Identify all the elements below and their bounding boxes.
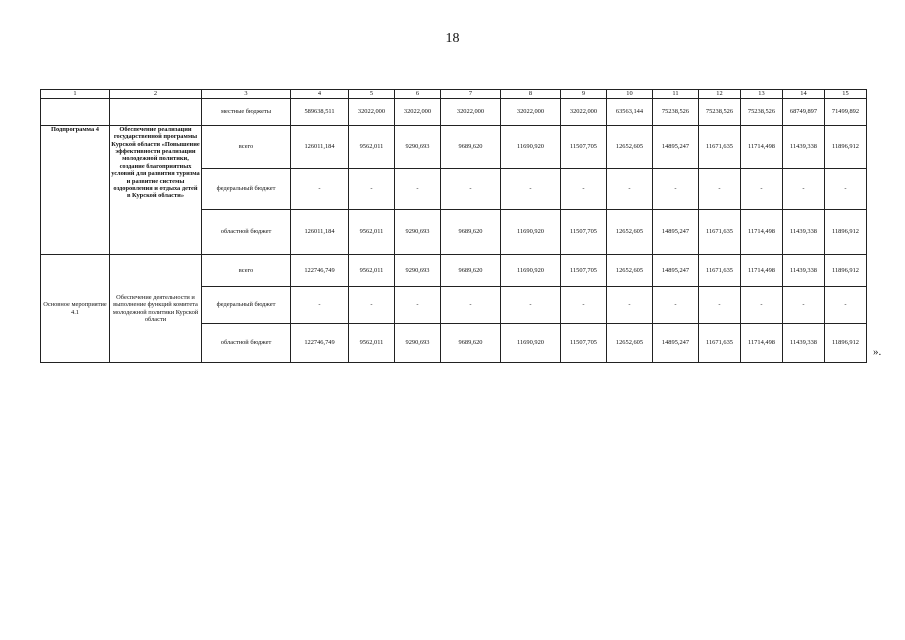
value-cell: 11439,338 bbox=[783, 255, 825, 287]
value-cell: - bbox=[825, 287, 867, 324]
funding-source-label: местные бюджеты bbox=[202, 99, 291, 126]
value-cell: 9290,693 bbox=[395, 210, 441, 255]
value-cell: 9689,620 bbox=[441, 255, 501, 287]
value-cell: 122746,749 bbox=[291, 255, 349, 287]
value-cell: 9562,011 bbox=[349, 324, 395, 363]
column-number-cell: 12 bbox=[699, 90, 741, 99]
value-cell: - bbox=[291, 169, 349, 210]
value-cell: 11507,705 bbox=[561, 210, 607, 255]
value-cell: - bbox=[741, 287, 783, 324]
value-cell: 9562,011 bbox=[349, 210, 395, 255]
value-cell: - bbox=[349, 287, 395, 324]
value-cell: - bbox=[561, 169, 607, 210]
value-cell: 589638,511 bbox=[291, 99, 349, 126]
value-cell: 63563,144 bbox=[607, 99, 653, 126]
value-cell: 11714,498 bbox=[741, 255, 783, 287]
value-cell: - bbox=[783, 287, 825, 324]
value-cell: 11714,498 bbox=[741, 324, 783, 363]
value-cell: - bbox=[825, 169, 867, 210]
value-cell: - bbox=[607, 287, 653, 324]
column-number-cell: 10 bbox=[607, 90, 653, 99]
value-cell: 32022,000 bbox=[395, 99, 441, 126]
value-cell: - bbox=[607, 169, 653, 210]
value-cell: - bbox=[501, 287, 561, 324]
value-cell: 11714,498 bbox=[741, 210, 783, 255]
column-number-cell: 14 bbox=[783, 90, 825, 99]
value-cell: 11439,338 bbox=[783, 324, 825, 363]
table-row bbox=[41, 99, 867, 126]
funding-source-label: федеральный бюджет bbox=[202, 287, 291, 324]
column-number-row bbox=[41, 90, 867, 99]
value-cell: 11896,912 bbox=[825, 210, 867, 255]
value-cell: 9290,693 bbox=[395, 255, 441, 287]
column-number-cell: 9 bbox=[561, 90, 607, 99]
value-cell: - bbox=[441, 287, 501, 324]
value-cell: 11507,705 bbox=[561, 255, 607, 287]
value-cell: 11439,338 bbox=[783, 210, 825, 255]
value-cell: 14895,247 bbox=[653, 210, 699, 255]
funding-source-label: федеральный бюджет bbox=[202, 169, 291, 210]
funding-source-label: областной бюджет bbox=[202, 210, 291, 255]
column-number-cell: 3 bbox=[202, 90, 291, 99]
empty-cell bbox=[41, 99, 110, 126]
main-event-code: Основное мероприятие 4.1 bbox=[41, 255, 110, 363]
value-cell: 14895,247 bbox=[653, 255, 699, 287]
column-number-cell: 1 bbox=[41, 90, 110, 99]
value-cell: 11896,912 bbox=[825, 324, 867, 363]
value-cell: 9689,620 bbox=[441, 126, 501, 169]
value-cell: 68749,897 bbox=[783, 99, 825, 126]
value-cell: 32022,000 bbox=[501, 99, 561, 126]
value-cell: 12652,605 bbox=[607, 324, 653, 363]
value-cell: - bbox=[395, 287, 441, 324]
value-cell: 11896,912 bbox=[825, 255, 867, 287]
value-cell: - bbox=[699, 169, 741, 210]
value-cell: - bbox=[501, 169, 561, 210]
value-cell: 75238,526 bbox=[653, 99, 699, 126]
value-cell: - bbox=[441, 169, 501, 210]
table-row bbox=[41, 126, 867, 169]
value-cell: - bbox=[395, 169, 441, 210]
value-cell: 32022,000 bbox=[561, 99, 607, 126]
value-cell: - bbox=[291, 287, 349, 324]
value-cell: 11671,635 bbox=[699, 210, 741, 255]
value-cell: 12652,605 bbox=[607, 255, 653, 287]
value-cell: 9562,011 bbox=[349, 255, 395, 287]
value-cell: 11439,338 bbox=[783, 126, 825, 169]
value-cell: - bbox=[561, 287, 607, 324]
value-cell: - bbox=[699, 287, 741, 324]
column-number-cell: 7 bbox=[441, 90, 501, 99]
column-number-cell: 6 bbox=[395, 90, 441, 99]
column-number-cell: 8 bbox=[501, 90, 561, 99]
value-cell: 11690,920 bbox=[501, 126, 561, 169]
value-cell: 9689,620 bbox=[441, 210, 501, 255]
value-cell: 9689,620 bbox=[441, 324, 501, 363]
value-cell: 71499,892 bbox=[825, 99, 867, 126]
column-number-cell: 2 bbox=[110, 90, 202, 99]
subprogram-code: Подпрограмма 4 bbox=[41, 126, 110, 255]
value-cell: 11690,920 bbox=[501, 255, 561, 287]
value-cell: 122746,749 bbox=[291, 324, 349, 363]
table-row bbox=[41, 255, 867, 287]
page-number: 18 bbox=[445, 31, 460, 46]
budget-table bbox=[40, 89, 867, 363]
value-cell: - bbox=[653, 169, 699, 210]
value-cell: 9290,693 bbox=[395, 126, 441, 169]
value-cell: 11690,920 bbox=[501, 210, 561, 255]
value-cell: 12652,605 bbox=[607, 210, 653, 255]
main-event-name: Обеспечение деятельности и выполнение функций комитета молодежной политики Курской области bbox=[110, 255, 202, 363]
value-cell: - bbox=[741, 169, 783, 210]
column-number-cell: 11 bbox=[653, 90, 699, 99]
value-cell: 75238,526 bbox=[699, 99, 741, 126]
value-cell: 11671,635 bbox=[699, 324, 741, 363]
value-cell: 11671,635 bbox=[699, 126, 741, 169]
value-cell: 9562,011 bbox=[349, 126, 395, 169]
value-cell: 126011,184 bbox=[291, 126, 349, 169]
value-cell: - bbox=[349, 169, 395, 210]
value-cell: - bbox=[653, 287, 699, 324]
value-cell: 32022,000 bbox=[441, 99, 501, 126]
value-cell: 9290,693 bbox=[395, 324, 441, 363]
closing-quote-mark: ». bbox=[873, 346, 882, 358]
empty-cell bbox=[110, 99, 202, 126]
column-number-cell: 13 bbox=[741, 90, 783, 99]
value-cell: 11507,705 bbox=[561, 324, 607, 363]
funding-source-label: всего bbox=[202, 126, 291, 169]
value-cell: 11507,705 bbox=[561, 126, 607, 169]
funding-source-label: всего bbox=[202, 255, 291, 287]
value-cell: 14895,247 bbox=[653, 126, 699, 169]
value-cell: 126011,184 bbox=[291, 210, 349, 255]
value-cell: 11671,635 bbox=[699, 255, 741, 287]
funding-source-label: областной бюджет bbox=[202, 324, 291, 363]
value-cell: - bbox=[783, 169, 825, 210]
column-number-cell: 15 bbox=[825, 90, 867, 99]
value-cell: 11896,912 bbox=[825, 126, 867, 169]
column-number-cell: 5 bbox=[349, 90, 395, 99]
subprogram-name: Обеспечение реализации государственной программы Курской области «Повышение эффективности реализации молодежной политики, создание благоприятных условий для развития туризма и развитие системы оздоровления и отдыха детей в Курской области» bbox=[110, 126, 202, 255]
value-cell: 12652,605 bbox=[607, 126, 653, 169]
value-cell: 75238,526 bbox=[741, 99, 783, 126]
value-cell: 32022,000 bbox=[349, 99, 395, 126]
value-cell: 11690,920 bbox=[501, 324, 561, 363]
value-cell: 14895,247 bbox=[653, 324, 699, 363]
value-cell: 11714,498 bbox=[741, 126, 783, 169]
column-number-cell: 4 bbox=[291, 90, 349, 99]
